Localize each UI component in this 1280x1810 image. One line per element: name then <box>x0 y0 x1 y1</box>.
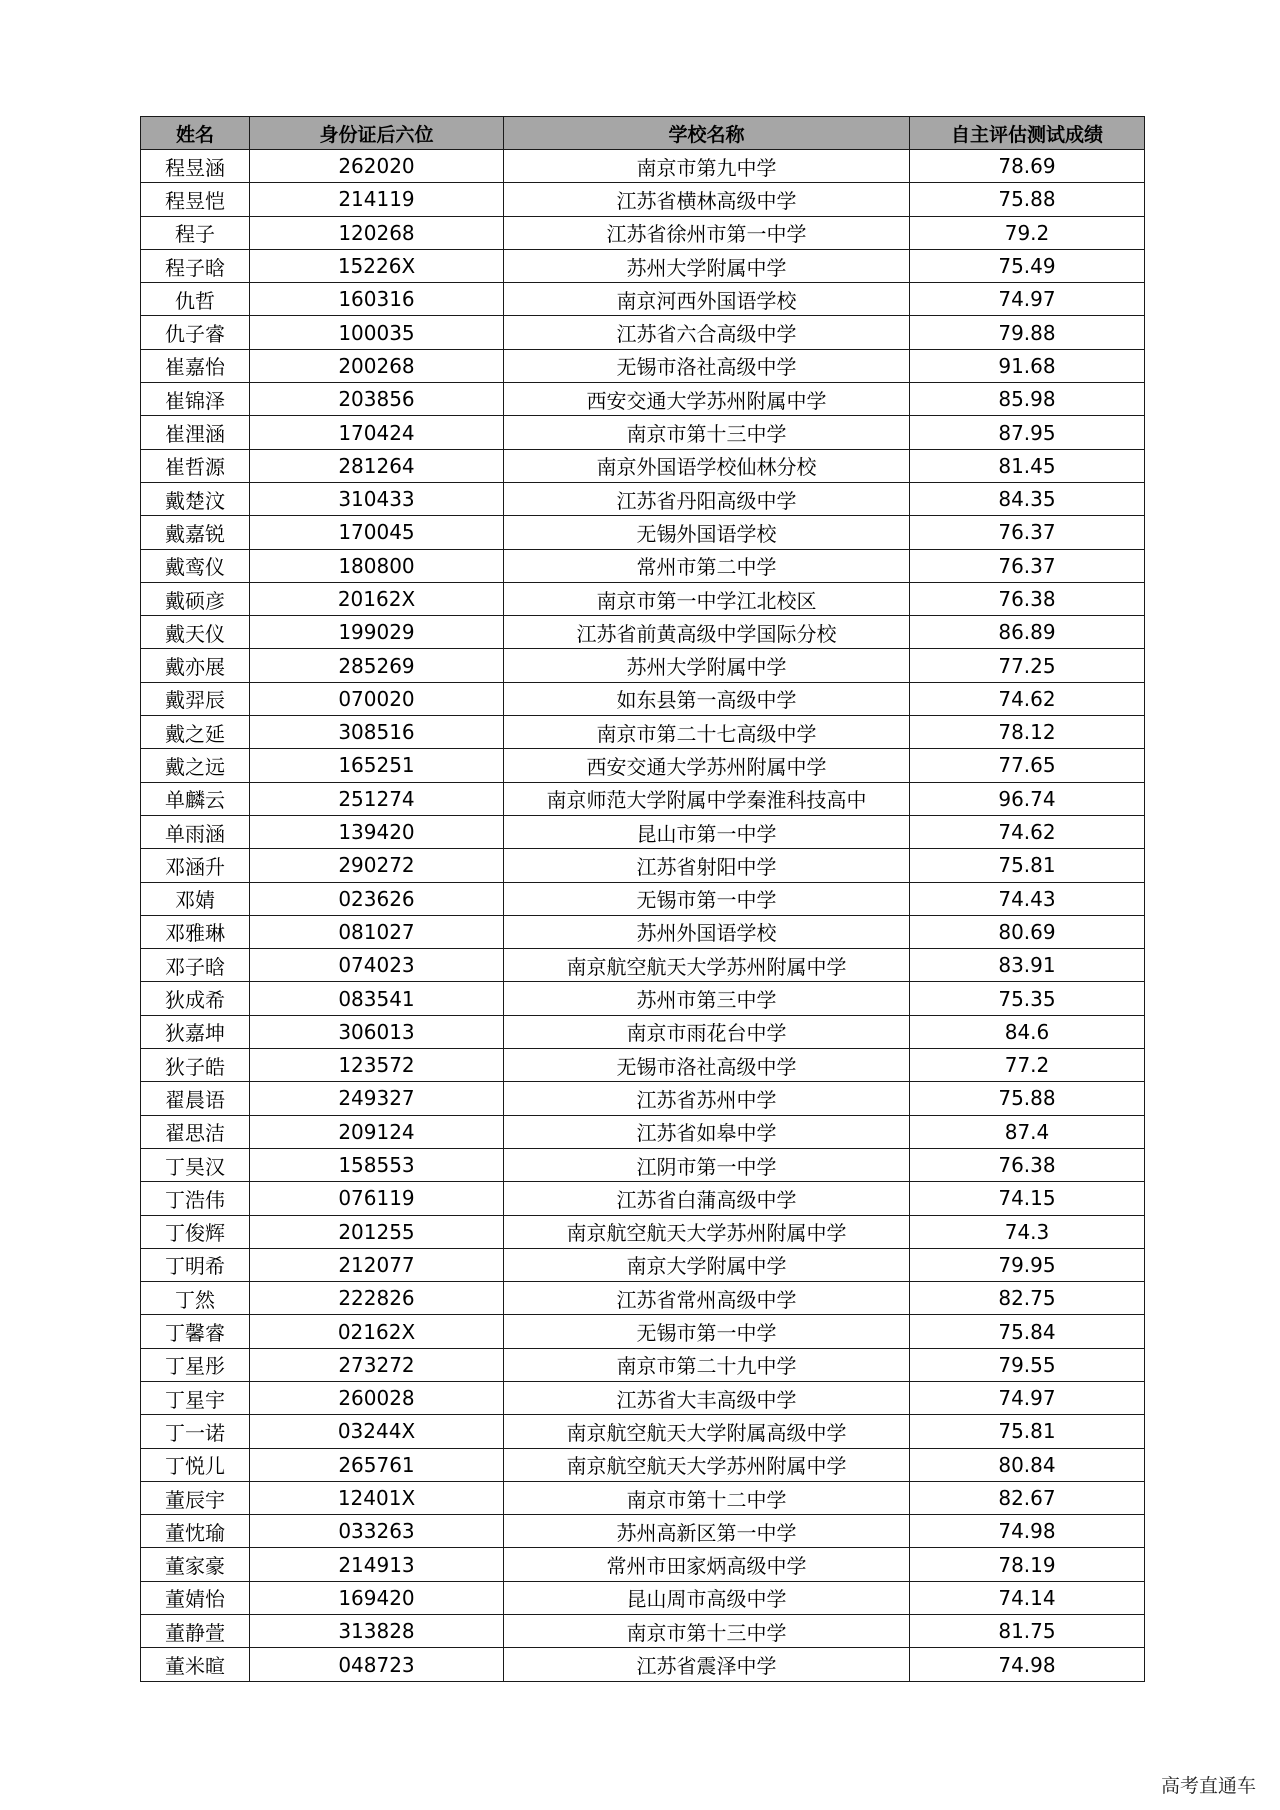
cell-id-last6: 074023 <box>250 949 504 982</box>
cell-school: 江苏省丹阳高级中学 <box>504 482 910 515</box>
cell-name: 丁昊汉 <box>141 1148 250 1181</box>
cell-id-last6: 209124 <box>250 1115 504 1148</box>
table-row <box>141 1381 1145 1414</box>
cell-score: 74.98 <box>910 1648 1145 1681</box>
table-row <box>141 249 1145 282</box>
cell-school: 如东县第一高级中学 <box>504 682 910 715</box>
cell-score: 74.15 <box>910 1182 1145 1215</box>
table-row <box>141 349 1145 382</box>
cell-name: 丁星彤 <box>141 1348 250 1381</box>
header-id-last6: 身份证后六位 <box>250 117 504 150</box>
cell-school: 南京市雨花台中学 <box>504 1015 910 1048</box>
cell-score: 75.88 <box>910 183 1145 216</box>
cell-score: 86.89 <box>910 616 1145 649</box>
cell-id-last6: 203856 <box>250 383 504 416</box>
cell-name: 程子 <box>141 216 250 249</box>
cell-school: 南京航空航天大学苏州附属中学 <box>504 949 910 982</box>
cell-school: 南京市第十三中学 <box>504 1615 910 1648</box>
table-row <box>141 1481 1145 1514</box>
cell-score: 75.49 <box>910 249 1145 282</box>
cell-school: 江苏省横林高级中学 <box>504 183 910 216</box>
cell-name: 戴羿辰 <box>141 682 250 715</box>
cell-school: 昆山市第一中学 <box>504 815 910 848</box>
cell-score: 77.65 <box>910 749 1145 782</box>
cell-score: 75.88 <box>910 1082 1145 1115</box>
cell-school: 苏州大学附属中学 <box>504 649 910 682</box>
cell-name: 戴亦展 <box>141 649 250 682</box>
cell-name: 戴楚汶 <box>141 482 250 515</box>
cell-id-last6: 200268 <box>250 349 504 382</box>
cell-id-last6: 033263 <box>250 1515 504 1548</box>
cell-id-last6: 03244X <box>250 1415 504 1448</box>
header-name: 姓名 <box>141 117 250 150</box>
cell-id-last6: 169420 <box>250 1581 504 1614</box>
cell-score: 74.98 <box>910 1515 1145 1548</box>
cell-score: 87.95 <box>910 416 1145 449</box>
cell-name: 程子晗 <box>141 249 250 282</box>
cell-score: 76.38 <box>910 582 1145 615</box>
table-row <box>141 815 1145 848</box>
cell-name: 仇子睿 <box>141 316 250 349</box>
cell-score: 78.12 <box>910 716 1145 749</box>
cell-score: 79.95 <box>910 1248 1145 1281</box>
table-row <box>141 516 1145 549</box>
cell-score: 74.43 <box>910 882 1145 915</box>
cell-score: 79.88 <box>910 316 1145 349</box>
cell-id-last6: 290272 <box>250 849 504 882</box>
cell-id-last6: 023626 <box>250 882 504 915</box>
table-row <box>141 183 1145 216</box>
cell-name: 丁一诺 <box>141 1415 250 1448</box>
cell-id-last6: 285269 <box>250 649 504 682</box>
cell-id-last6: 306013 <box>250 1015 504 1048</box>
cell-school: 常州市田家炳高级中学 <box>504 1548 910 1581</box>
cell-id-last6: 070020 <box>250 682 504 715</box>
table-header <box>141 117 1145 150</box>
cell-id-last6: 214913 <box>250 1548 504 1581</box>
cell-score: 76.38 <box>910 1148 1145 1181</box>
cell-name: 翟思洁 <box>141 1115 250 1148</box>
cell-id-last6: 212077 <box>250 1248 504 1281</box>
cell-school: 江苏省前黄高级中学国际分校 <box>504 616 910 649</box>
cell-name: 邓婧 <box>141 882 250 915</box>
cell-school: 江苏省大丰高级中学 <box>504 1381 910 1414</box>
table-row <box>141 449 1145 482</box>
cell-score: 74.62 <box>910 682 1145 715</box>
table-row <box>141 1215 1145 1248</box>
cell-name: 戴之远 <box>141 749 250 782</box>
cell-name: 仇哲 <box>141 283 250 316</box>
cell-id-last6: 083541 <box>250 982 504 1015</box>
table-row <box>141 649 1145 682</box>
cell-id-last6: 308516 <box>250 716 504 749</box>
table-row <box>141 1448 1145 1481</box>
cell-school: 南京航空航天大学附属高级中学 <box>504 1415 910 1448</box>
cell-name: 程昱涵 <box>141 150 250 183</box>
cell-id-last6: 310433 <box>250 482 504 515</box>
table-row <box>141 782 1145 815</box>
table-row <box>141 949 1145 982</box>
cell-school: 南京河西外国语学校 <box>504 283 910 316</box>
watermark: 高考直通车 <box>1160 1775 1256 1797</box>
cell-name: 丁馨睿 <box>141 1315 250 1348</box>
cell-id-last6: 201255 <box>250 1215 504 1248</box>
cell-id-last6: 158553 <box>250 1148 504 1181</box>
cell-name: 戴鸾仪 <box>141 549 250 582</box>
cell-id-last6: 048723 <box>250 1648 504 1681</box>
cell-name: 崔哲源 <box>141 449 250 482</box>
table-row <box>141 549 1145 582</box>
cell-score: 77.2 <box>910 1049 1145 1082</box>
cell-school: 南京市第十三中学 <box>504 416 910 449</box>
cell-school: 江阴市第一中学 <box>504 1148 910 1181</box>
cell-score: 81.75 <box>910 1615 1145 1648</box>
cell-score: 82.67 <box>910 1481 1145 1514</box>
cell-id-last6: 199029 <box>250 616 504 649</box>
table-row <box>141 1082 1145 1115</box>
cell-school: 苏州外国语学校 <box>504 915 910 948</box>
cell-name: 丁俊辉 <box>141 1215 250 1248</box>
cell-name: 丁星宇 <box>141 1381 250 1414</box>
cell-score: 78.19 <box>910 1548 1145 1581</box>
cell-id-last6: 12401X <box>250 1481 504 1514</box>
table-row <box>141 1548 1145 1581</box>
cell-score: 75.81 <box>910 849 1145 882</box>
cell-school: 南京市第十二中学 <box>504 1481 910 1514</box>
cell-school: 江苏省白蒲高级中学 <box>504 1182 910 1215</box>
cell-name: 狄成希 <box>141 982 250 1015</box>
cell-school: 无锡外国语学校 <box>504 516 910 549</box>
cell-id-last6: 313828 <box>250 1615 504 1648</box>
table-row <box>141 716 1145 749</box>
cell-id-last6: 160316 <box>250 283 504 316</box>
cell-name: 戴嘉锐 <box>141 516 250 549</box>
cell-name: 崔浬涵 <box>141 416 250 449</box>
cell-name: 狄子皓 <box>141 1049 250 1082</box>
cell-school: 西安交通大学苏州附属中学 <box>504 383 910 416</box>
cell-score: 74.62 <box>910 815 1145 848</box>
cell-id-last6: 139420 <box>250 815 504 848</box>
cell-score: 84.6 <box>910 1015 1145 1048</box>
cell-name: 董忱瑜 <box>141 1515 250 1548</box>
cell-name: 戴之延 <box>141 716 250 749</box>
cell-school: 无锡市洛社高级中学 <box>504 349 910 382</box>
cell-id-last6: 265761 <box>250 1448 504 1481</box>
cell-name: 崔嘉怡 <box>141 349 250 382</box>
cell-score: 74.14 <box>910 1581 1145 1614</box>
cell-id-last6: 170424 <box>250 416 504 449</box>
cell-school: 南京航空航天大学苏州附属中学 <box>504 1215 910 1248</box>
cell-id-last6: 260028 <box>250 1381 504 1414</box>
cell-score: 82.75 <box>910 1282 1145 1315</box>
cell-score: 81.45 <box>910 449 1145 482</box>
cell-school: 南京市第二十九中学 <box>504 1348 910 1381</box>
header-row <box>141 117 1145 150</box>
cell-id-last6: 170045 <box>250 516 504 549</box>
cell-id-last6: 123572 <box>250 1049 504 1082</box>
cell-score: 75.81 <box>910 1415 1145 1448</box>
cell-school: 无锡市第一中学 <box>504 1315 910 1348</box>
cell-score: 91.68 <box>910 349 1145 382</box>
cell-school: 无锡市第一中学 <box>504 882 910 915</box>
table-row <box>141 1515 1145 1548</box>
cell-name: 董米暄 <box>141 1648 250 1681</box>
table-row <box>141 1348 1145 1381</box>
cell-id-last6: 120268 <box>250 216 504 249</box>
cell-id-last6: 180800 <box>250 549 504 582</box>
cell-score: 80.84 <box>910 1448 1145 1481</box>
table-row <box>141 1115 1145 1148</box>
table-row <box>141 1248 1145 1281</box>
cell-school: 南京市第二十七高级中学 <box>504 716 910 749</box>
cell-id-last6: 249327 <box>250 1082 504 1115</box>
table-row <box>141 150 1145 183</box>
table-row <box>141 682 1145 715</box>
cell-school: 江苏省射阳中学 <box>504 849 910 882</box>
table-row <box>141 416 1145 449</box>
cell-id-last6: 262020 <box>250 150 504 183</box>
cell-school: 苏州高新区第一中学 <box>504 1515 910 1548</box>
cell-school: 苏州大学附属中学 <box>504 249 910 282</box>
header-school: 学校名称 <box>504 117 910 150</box>
cell-score: 79.55 <box>910 1348 1145 1381</box>
cell-school: 苏州市第三中学 <box>504 982 910 1015</box>
cell-school: 江苏省常州高级中学 <box>504 1282 910 1315</box>
cell-id-last6: 15226X <box>250 249 504 282</box>
cell-name: 邓子晗 <box>141 949 250 982</box>
cell-id-last6: 281264 <box>250 449 504 482</box>
cell-school: 无锡市洛社高级中学 <box>504 1049 910 1082</box>
cell-name: 单雨涵 <box>141 815 250 848</box>
cell-score: 78.69 <box>910 150 1145 183</box>
cell-school: 江苏省如皋中学 <box>504 1115 910 1148</box>
cell-school: 昆山周市高级中学 <box>504 1581 910 1614</box>
cell-school: 南京市第一中学江北校区 <box>504 582 910 615</box>
cell-school: 西安交通大学苏州附属中学 <box>504 749 910 782</box>
cell-name: 董婧怡 <box>141 1581 250 1614</box>
cell-name: 丁浩伟 <box>141 1182 250 1215</box>
cell-school: 南京外国语学校仙林分校 <box>504 449 910 482</box>
score-table <box>140 116 1145 1682</box>
cell-school: 江苏省震泽中学 <box>504 1648 910 1681</box>
header-score: 自主评估测试成绩 <box>910 117 1145 150</box>
cell-name: 董静萱 <box>141 1615 250 1648</box>
table-row <box>141 316 1145 349</box>
cell-id-last6: 02162X <box>250 1315 504 1348</box>
table-row <box>141 1581 1145 1614</box>
cell-score: 85.98 <box>910 383 1145 416</box>
cell-score: 75.35 <box>910 982 1145 1015</box>
cell-score: 74.3 <box>910 1215 1145 1248</box>
cell-id-last6: 076119 <box>250 1182 504 1215</box>
cell-id-last6: 222826 <box>250 1282 504 1315</box>
table-row <box>141 582 1145 615</box>
cell-school: 江苏省徐州市第一中学 <box>504 216 910 249</box>
table-row <box>141 849 1145 882</box>
cell-score: 75.84 <box>910 1315 1145 1348</box>
table-row <box>141 1182 1145 1215</box>
table-row <box>141 616 1145 649</box>
cell-name: 董家豪 <box>141 1548 250 1581</box>
table-row <box>141 982 1145 1015</box>
cell-score: 74.97 <box>910 283 1145 316</box>
cell-score: 83.91 <box>910 949 1145 982</box>
table-row <box>141 749 1145 782</box>
cell-name: 邓涵升 <box>141 849 250 882</box>
cell-name: 戴天仪 <box>141 616 250 649</box>
cell-name: 戴硕彦 <box>141 582 250 615</box>
cell-score: 84.35 <box>910 482 1145 515</box>
cell-id-last6: 251274 <box>250 782 504 815</box>
cell-name: 崔锦泽 <box>141 383 250 416</box>
cell-name: 丁明希 <box>141 1248 250 1281</box>
cell-school: 江苏省六合高级中学 <box>504 316 910 349</box>
cell-score: 80.69 <box>910 915 1145 948</box>
cell-name: 丁悦儿 <box>141 1448 250 1481</box>
cell-school: 南京大学附属中学 <box>504 1248 910 1281</box>
cell-name: 董辰宇 <box>141 1481 250 1514</box>
table-row <box>141 1049 1145 1082</box>
cell-id-last6: 214119 <box>250 183 504 216</box>
table-row <box>141 482 1145 515</box>
cell-id-last6: 273272 <box>250 1348 504 1381</box>
cell-id-last6: 165251 <box>250 749 504 782</box>
cell-score: 74.97 <box>910 1381 1145 1414</box>
cell-id-last6: 081027 <box>250 915 504 948</box>
table-row <box>141 1015 1145 1048</box>
table-row <box>141 216 1145 249</box>
cell-school: 南京师范大学附属中学秦淮科技高中 <box>504 782 910 815</box>
table-body <box>141 150 1145 1682</box>
table-row <box>141 915 1145 948</box>
table-row <box>141 1648 1145 1681</box>
cell-school: 南京市第九中学 <box>504 150 910 183</box>
table-row <box>141 882 1145 915</box>
table-row <box>141 1148 1145 1181</box>
cell-school: 江苏省苏州中学 <box>504 1082 910 1115</box>
cell-name: 狄嘉坤 <box>141 1015 250 1048</box>
cell-score: 76.37 <box>910 516 1145 549</box>
table-row <box>141 1315 1145 1348</box>
cell-name: 程昱恺 <box>141 183 250 216</box>
cell-name: 单麟云 <box>141 782 250 815</box>
cell-id-last6: 20162X <box>250 582 504 615</box>
cell-name: 翟晨语 <box>141 1082 250 1115</box>
cell-id-last6: 100035 <box>250 316 504 349</box>
table-row <box>141 1415 1145 1448</box>
table-row <box>141 1615 1145 1648</box>
table-row <box>141 1282 1145 1315</box>
cell-school: 南京航空航天大学苏州附属中学 <box>504 1448 910 1481</box>
table-row <box>141 383 1145 416</box>
table-row <box>141 283 1145 316</box>
cell-name: 丁然 <box>141 1282 250 1315</box>
cell-score: 87.4 <box>910 1115 1145 1148</box>
cell-score: 76.37 <box>910 549 1145 582</box>
cell-name: 邓雅琳 <box>141 915 250 948</box>
cell-school: 常州市第二中学 <box>504 549 910 582</box>
cell-score: 77.25 <box>910 649 1145 682</box>
cell-score: 79.2 <box>910 216 1145 249</box>
cell-score: 96.74 <box>910 782 1145 815</box>
